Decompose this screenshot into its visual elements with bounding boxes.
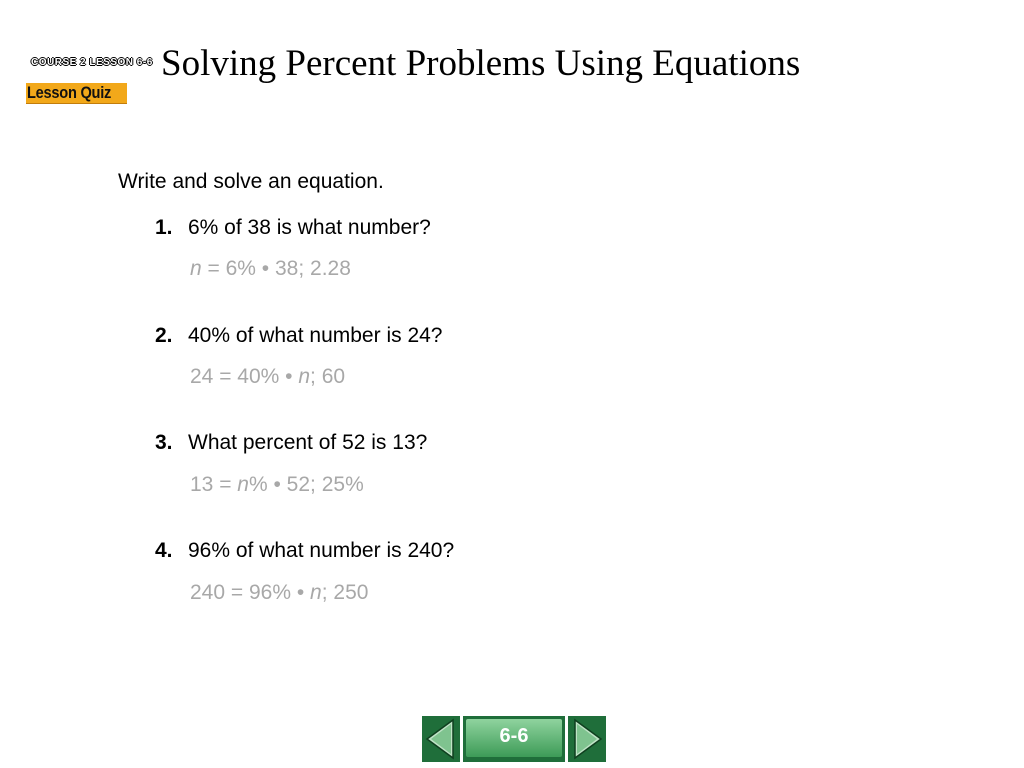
previous-slide-button[interactable]: [422, 716, 460, 762]
problem-question: What percent of 52 is 13?: [188, 431, 428, 454]
instructions: Write and solve an equation.: [118, 170, 384, 193]
problem-1: [155, 216, 431, 240]
answer-text-before: 240 = 96% •: [190, 581, 311, 604]
answer-variable: n: [298, 365, 311, 388]
arrow-right-icon: [568, 716, 606, 762]
answer-text-before: 13 =: [190, 473, 238, 496]
problem-4: [155, 539, 454, 563]
answer-2: [190, 365, 345, 389]
answer-text-after: % • 52; 25%: [248, 473, 364, 496]
problem-number: 3.: [155, 431, 173, 454]
slide-label-box: [463, 716, 565, 762]
next-slide-button[interactable]: [568, 716, 606, 762]
answer-4: [190, 581, 368, 605]
answer-text-after: = 6% • 38; 2.28: [201, 257, 351, 280]
problem-number: 2.: [155, 324, 173, 347]
problem-question: 6% of 38 is what number?: [188, 216, 431, 239]
answer-text-before: 24 = 40% •: [190, 365, 299, 388]
problem-3: [155, 431, 427, 455]
answer-text-after: ; 250: [321, 581, 369, 604]
answer-3: [190, 473, 364, 497]
answer-variable: n: [190, 257, 202, 280]
lesson-badge: [26, 56, 153, 108]
problem-number: 1.: [155, 216, 173, 239]
lesson-quiz-label: Lesson Quiz: [27, 83, 112, 102]
arrow-left-icon: [422, 716, 460, 762]
slide-navigation: [422, 716, 608, 762]
problem-question: 40% of what number is 24?: [188, 324, 443, 347]
answer-1: [190, 257, 351, 281]
answer-text-after: ; 60: [310, 365, 346, 388]
problem-2: [155, 324, 442, 348]
answer-variable: n: [237, 473, 249, 496]
page-title: Solving Percent Problems Using Equations: [161, 43, 801, 84]
course-lesson-label: COURSE 2 LESSON 6-6: [31, 57, 153, 68]
answer-variable: n: [310, 581, 322, 604]
problem-number: 4.: [155, 539, 173, 562]
lesson-quiz-tag: [26, 83, 127, 104]
problem-question: 96% of what number is 240?: [188, 539, 455, 562]
slide-label: 6-6: [466, 719, 562, 757]
